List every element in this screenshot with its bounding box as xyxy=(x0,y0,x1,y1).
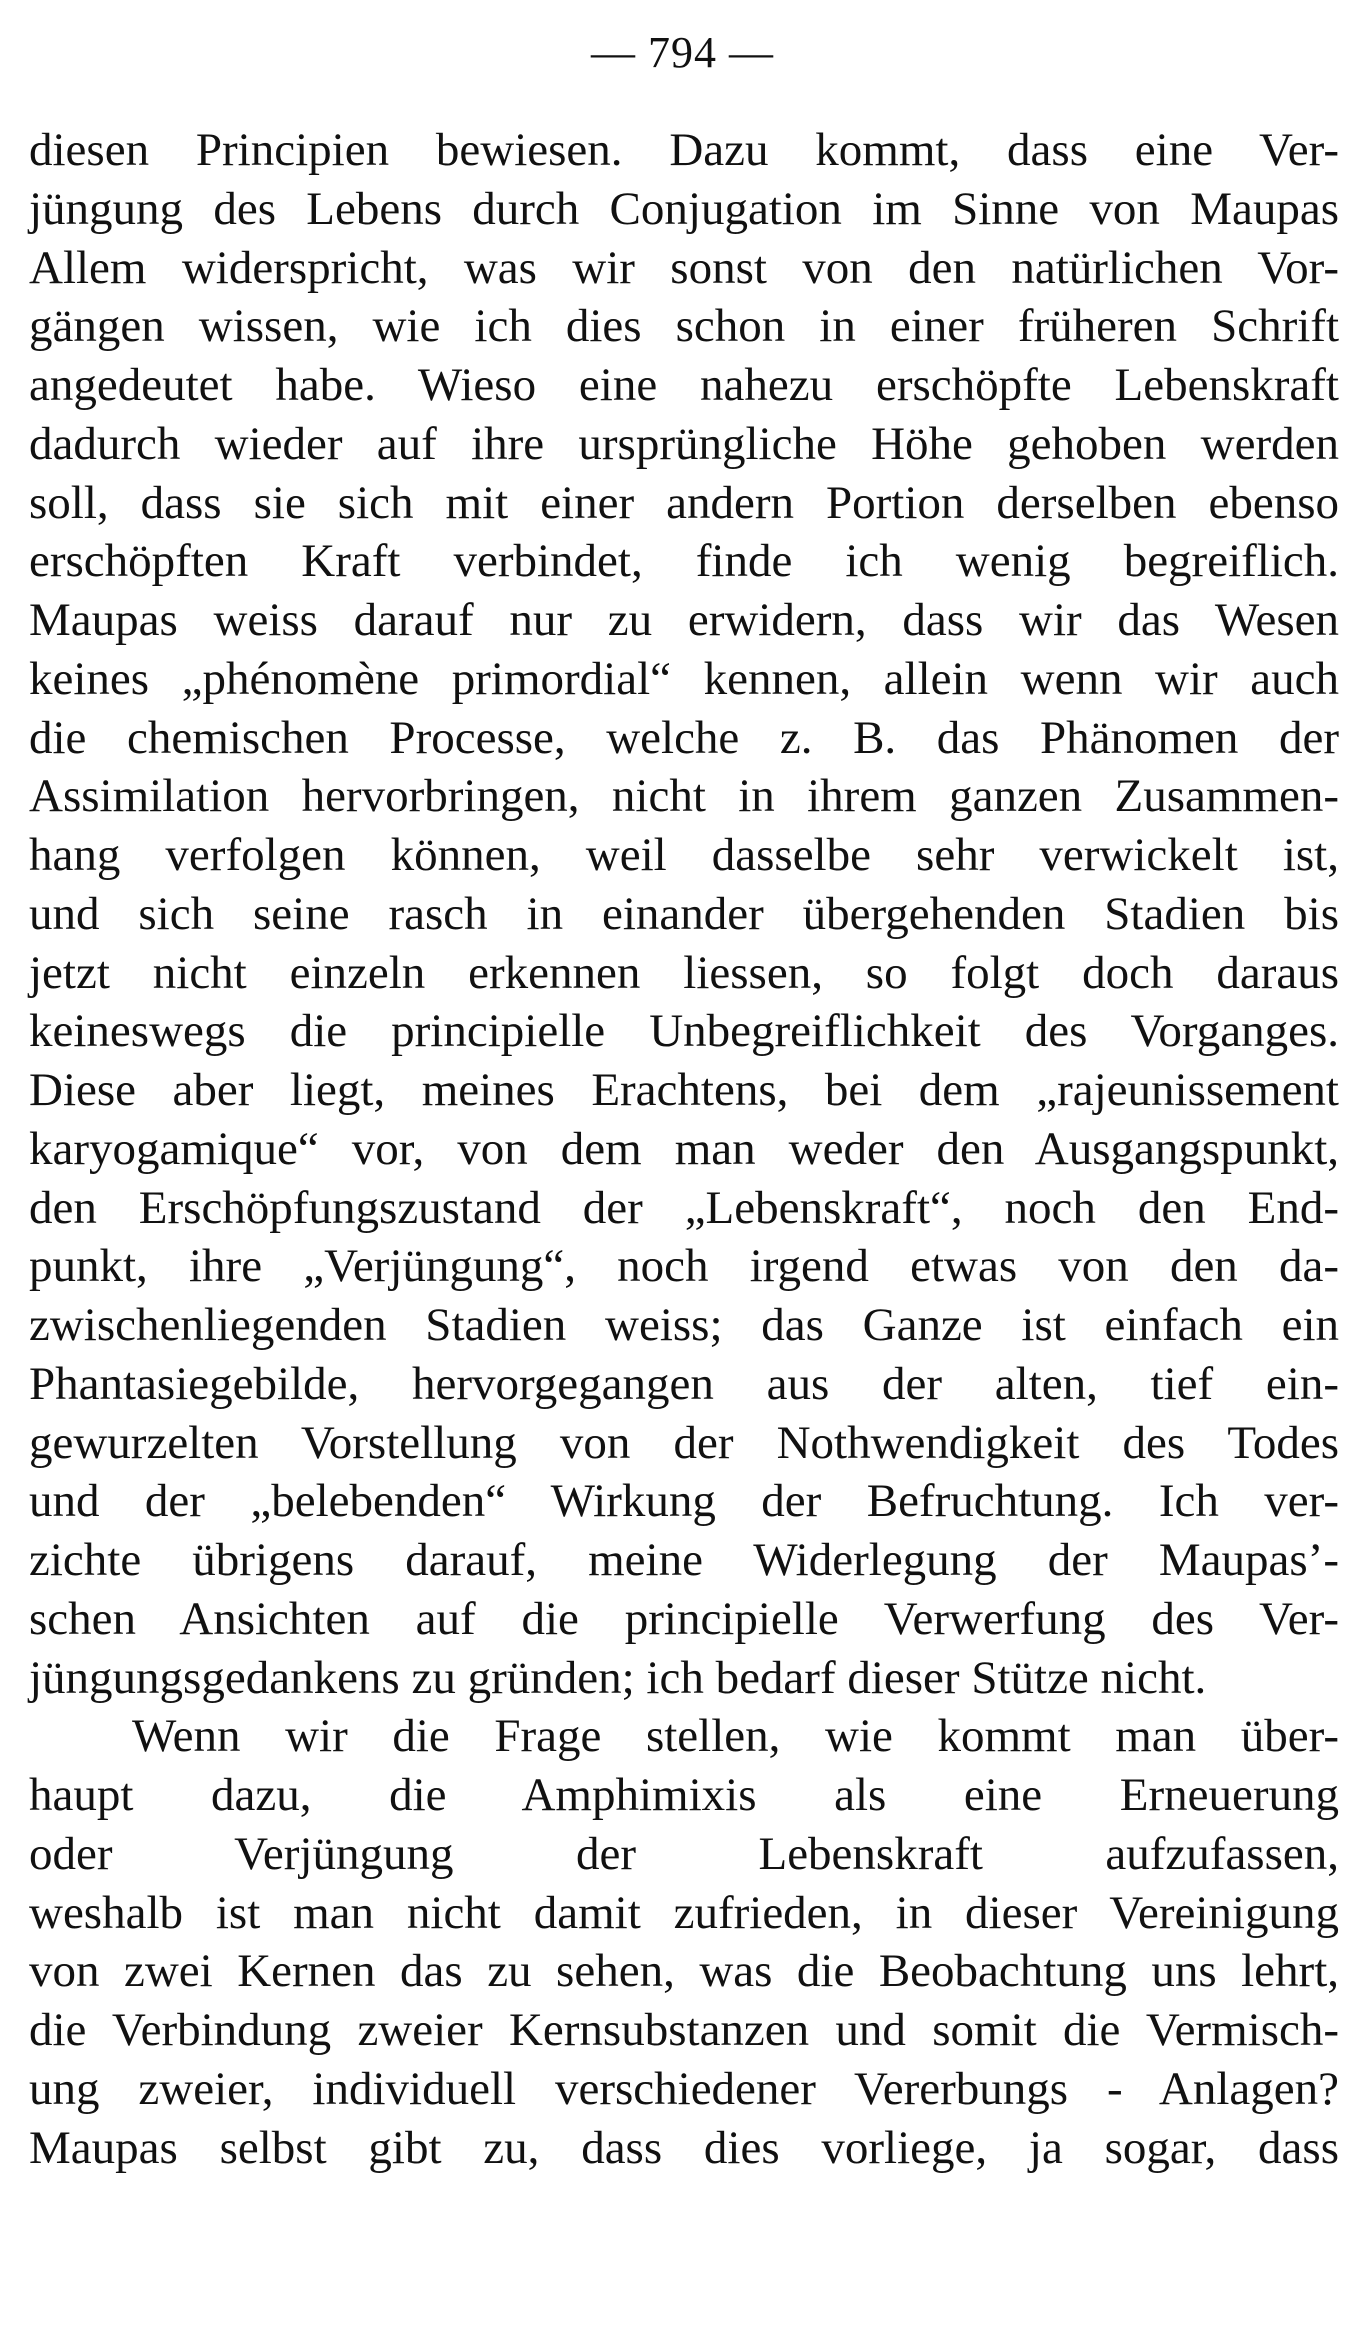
text-line: oder Verjüngung der Lebenskraft aufzufassen, xyxy=(29,1827,1339,1880)
text-line: keines „phénomène primordial“ kennen, allein wenn wir auch xyxy=(29,652,1339,705)
text-line: ung zweier, individuell verschiedener Vererbungs - Anlagen? xyxy=(29,2062,1339,2115)
text-line: Maupas selbst gibt zu, dass dies vorliege, ja sogar, dass xyxy=(29,2121,1339,2174)
text-line: weshalb ist man nicht damit zufrieden, in dieser Vereinigung xyxy=(29,1886,1339,1939)
paragraph-end-line: jüngungsgedankens zu gründen; ich bedarf dieser Stütze nicht. xyxy=(29,1651,1207,1704)
text-line: dadurch wieder auf ihre ursprüngliche Höhe gehoben werden xyxy=(29,417,1339,470)
text-line: soll, dass sie sich mit einer andern Portion derselben ebenso xyxy=(29,476,1339,529)
body-text xyxy=(29,121,1339,2177)
text-line: Maupas weiss darauf nur zu erwidern, dass wir das Wesen xyxy=(29,594,1339,646)
text-line: Phantasiegebilde, hervorgegangen aus der alten, tief ein- xyxy=(29,1357,1339,1410)
text-line: von zwei Kernen das zu sehen, was die Beobachtung uns lehrt, xyxy=(29,1945,1339,1998)
text-line: und sich seine rasch in einander übergehenden Stadien bis xyxy=(29,887,1339,940)
text-line: gängen wissen, wie ich dies schon in einer früheren Schrift xyxy=(29,300,1339,353)
page-number: — 794 — xyxy=(591,28,774,77)
text-line: diesen Principien bewiesen. Dazu kommt, dass eine Ver- xyxy=(29,124,1339,176)
text-line: keineswegs die principielle Unbegreiflichkeit des Vorganges. xyxy=(29,1005,1339,1058)
text-line: hang verfolgen können, weil dasselbe sehr verwickelt ist, xyxy=(29,829,1339,881)
text-line: schen Ansichten auf die principielle Verwerfung des Ver- xyxy=(29,1592,1339,1645)
text-line: gewurzelten Vorstellung von der Nothwendigkeit des Todes xyxy=(29,1416,1339,1469)
text-line: Assimilation hervorbringen, nicht in ihrem ganzen Zusammen- xyxy=(29,770,1339,823)
text-line: karyogamique“ vor, von dem man weder den Ausgangspunkt, xyxy=(29,1122,1339,1175)
text-line: erschöpften Kraft verbindet, finde ich wenig begreiflich. xyxy=(29,535,1339,588)
paragraph-start-line: Wenn wir die Frage stellen, wie kommt man über- xyxy=(132,1710,1339,1763)
text-line: den Erschöpfungszustand der „Lebenskraft“, noch den End- xyxy=(29,1181,1339,1234)
text-line: jetzt nicht einzeln erkennen liessen, so folgt doch daraus xyxy=(29,946,1339,999)
text-line: angedeutet habe. Wieso eine nahezu erschöpfte Lebenskraft xyxy=(29,359,1339,411)
text-line: die chemischen Processe, welche z. B. das Phänomen der xyxy=(29,711,1339,764)
text-line: jüngung des Lebens durch Conjugation im Sinne von Maupas xyxy=(29,182,1339,235)
text-line: punkt, ihre „Verjüngung“, noch irgend etwas von den da- xyxy=(29,1240,1339,1293)
text-line: die Verbindung zweier Kernsubstanzen und somit die Vermisch- xyxy=(29,2004,1339,2056)
text-line: und der „belebenden“ Wirkung der Befruchtung. Ich ver- xyxy=(29,1475,1339,1528)
text-line: Allem widerspricht, was wir sonst von den natürlichen Vor- xyxy=(29,241,1339,294)
text-line: zwischenliegenden Stadien weiss; das Ganze ist einfach ein xyxy=(29,1299,1339,1351)
text-line: Diese aber liegt, meines Erachtens, bei dem „rajeunissement xyxy=(29,1064,1339,1116)
text-line: haupt dazu, die Amphimixis als eine Erneuerung xyxy=(29,1769,1339,1821)
text-line: zichte übrigens darauf, meine Widerlegung der Maupas’- xyxy=(29,1534,1339,1586)
